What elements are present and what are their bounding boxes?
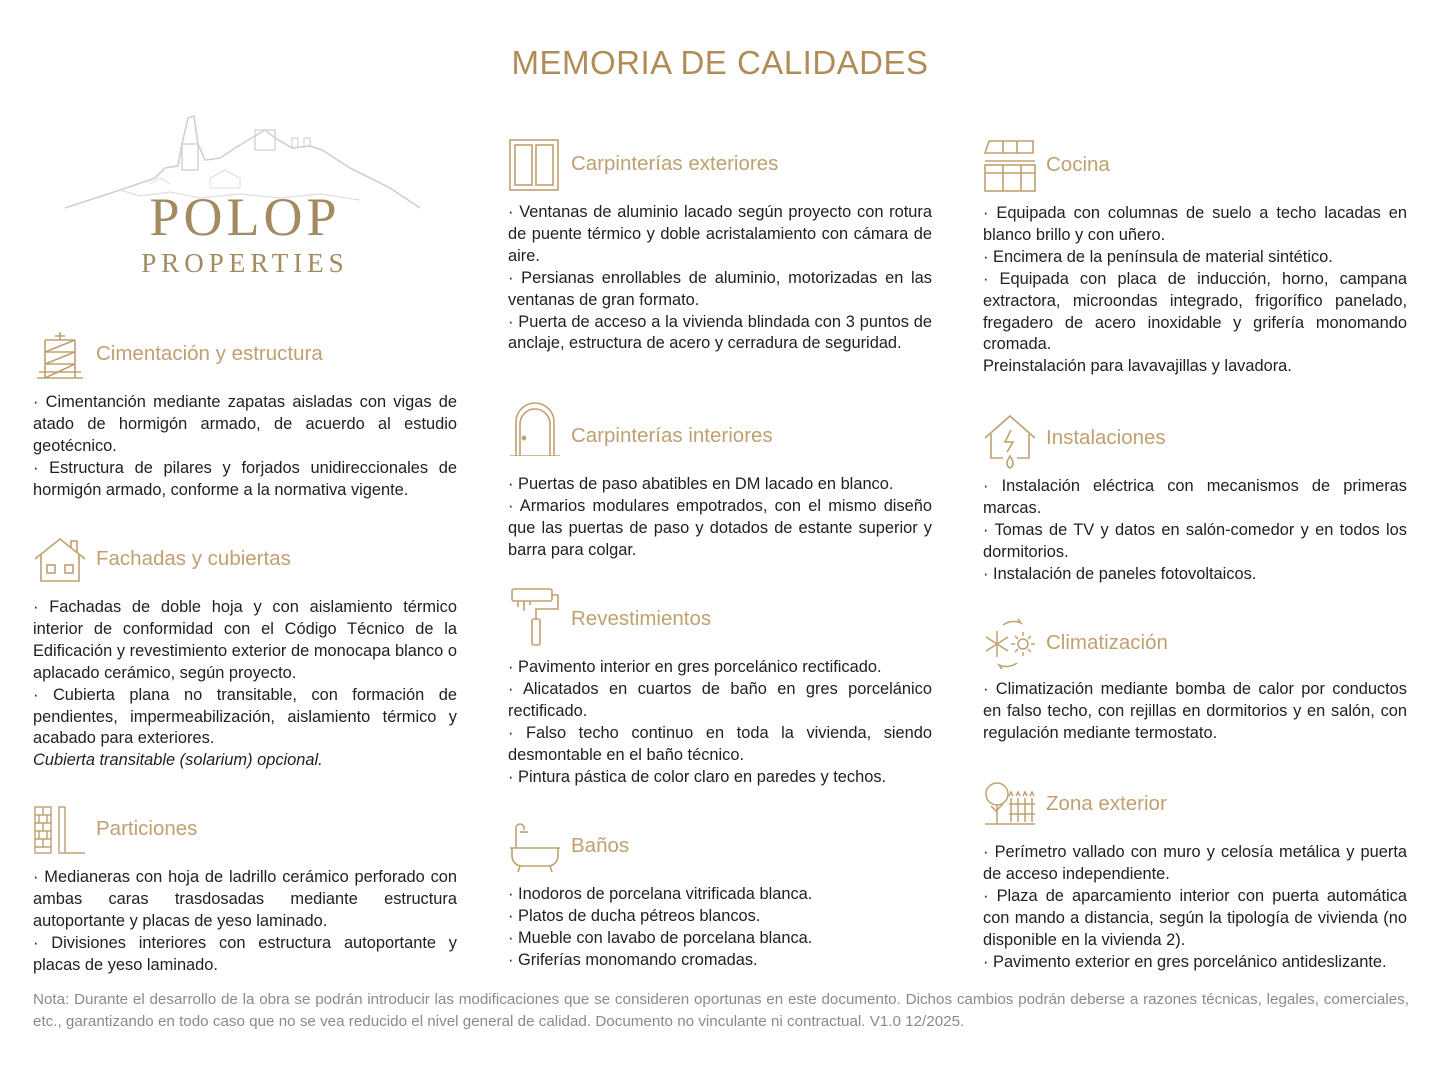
section-paragraph: · Pintura pástica de color claro en paredes y techos.: [508, 767, 887, 786]
section-paragraph: · Instalación eléctrica con mecanismos de primeras marcas.: [983, 477, 1407, 517]
window-icon: [508, 138, 562, 192]
section-title: Climatización: [1046, 631, 1168, 654]
section-instalaciones: [983, 412, 1407, 586]
logo: [60, 108, 440, 288]
section-banos: [508, 820, 932, 972]
section-climatizacion: [983, 617, 1407, 745]
section-paragraph: · Mueble con lavabo de porcelana blanca.: [508, 928, 813, 947]
door-icon: [508, 402, 562, 456]
kitchen-icon: [983, 139, 1037, 193]
section-title: Baños: [571, 834, 630, 857]
house-energy-icon: [983, 412, 1037, 466]
section-title: Cocina: [1046, 153, 1110, 176]
section-paragraph: · Tomas de TV y datos en salón-comedor y en todos los dormitorios.: [983, 520, 1407, 561]
section-paragraph: · Alicatados en cuartos de baño en gres porcelánico rectificado.: [508, 679, 932, 720]
section-paragraph: · Plaza de aparcamiento interior con puerta automática con mando a distancia, según la tipología de vivienda (no disponible en la vivienda 2).: [983, 886, 1407, 949]
section-title: Fachadas y cubiertas: [96, 547, 291, 570]
section-paragraph: · Armarios modulares empotrados, con el mismo diseño que las puertas de paso y dotados de estante superior y barra para colgar.: [508, 496, 932, 559]
section-title: Carpinterías interiores: [571, 424, 773, 447]
tree-fence-icon: [983, 778, 1037, 832]
section-title: Particiones: [96, 817, 198, 840]
section-paragraph: · Divisiones interiores con estructura autoportante y placas de yeso laminado.: [33, 933, 457, 974]
section-paragraph: · Ventanas de aluminio lacado según proyecto con rotura de puente térmico y doble acristalamiento con cámara de aire.: [508, 203, 932, 265]
house-icon: [33, 533, 87, 587]
section-paragraph: · Equipada con placa de inducción, horno, campana extractora, microondas integrado, frigorífico panelado, fregadero de acero inoxidable y grifería monomando cromada.: [983, 269, 1407, 354]
section-paragraph: · Cimentanción mediante zapatas aisladas con vigas de atado de hormigón armado, de acuerdo al estudio geotécnico.: [33, 393, 457, 455]
section-paragraph: · Climatización mediante bomba de calor por conductos en falso techo, con rejillas en dormitorios y en salón, con regulación mediante termostato.: [983, 680, 1407, 742]
section-carpinterias-interiores: [508, 402, 932, 562]
section-paragraph: · Medianeras con hoja de ladrillo cerámico perforado con ambas caras trasdosadas mediante estructura autoportante y placas de yeso laminado.: [33, 868, 457, 930]
section-title: Instalaciones: [1046, 426, 1166, 449]
section-paragraph: · Persianas enrollables de aluminio, motorizadas en las ventanas de gran formato.: [508, 268, 932, 309]
section-paragraph: · Equipada con columnas de suelo a techo lacadas en blanco brillo y con uñero.: [983, 204, 1407, 244]
bathtub-icon: [508, 820, 562, 874]
logo-subtitle: PROPERTIES: [141, 248, 349, 278]
section-fachadas: [33, 533, 457, 772]
section-paragraph: · Cubierta plana no transitable, con formación de pendientes, impermeabilización, aislamiento térmico y acabado para exteriores.: [33, 685, 457, 748]
section-cocina: [983, 139, 1407, 378]
section-title: Carpinterías exteriores: [571, 152, 779, 175]
logo-name: POLOP: [149, 187, 341, 247]
section-title: Zona exterior: [1046, 792, 1167, 815]
scaffold-icon: [33, 328, 87, 382]
section-cimentacion: [33, 328, 457, 502]
section-zona-exterior: [983, 778, 1407, 973]
section-paragraph: · Puerta de acceso a la vivienda blindada con 3 puntos de anclaje, estructura de acero y cerradura de seguridad.: [508, 312, 932, 353]
section-paragraph: · Fachadas de doble hoja y con aislamiento térmico interior de conformidad con el Código Técnico de la Edificación y revestimiento exterior de monocapa blanco o aplacado cerámico, según proyecto.: [33, 598, 457, 682]
section-paragraph: Preinstalación para lavavajillas y lavadora.: [983, 357, 1292, 376]
page-title: MEMORIA DE CALIDADES: [511, 44, 929, 81]
section-particiones: [33, 803, 457, 977]
section-paragraph: · Perímetro vallado con muro y celosía metálica y puerta de acceso independiente.: [983, 843, 1407, 883]
section-paragraph: · Pavimento interior en gres porcelánico rectificado.: [508, 658, 882, 676]
section-title: Revestimientos: [571, 607, 712, 630]
section-revestimientos: [508, 587, 932, 788]
section-note: Cubierta transitable (solarium) opcional.: [33, 751, 323, 770]
section-paragraph: · Griferías monomando cromadas.: [508, 950, 758, 969]
paint-roller-icon: [508, 587, 562, 641]
footer-note: Nota: Durante el desarrollo de la obra se podrán introducir las modificaciones que se consideren oportunas en este documento. Dichos cambios podrán deberse a razones técnicas, legales, comerciales, etc., garantizando en todo caso que no se vea reducido el nivel general de calidad. Documento no vinculante ni contractual. V1.0 12/2025.: [33, 991, 1409, 1030]
section-title: Cimentación y estructura: [96, 342, 323, 365]
section-paragraph: · Falso techo continuo en toda la vivienda, siendo desmontable en el baño técnico.: [508, 723, 932, 764]
section-paragraph: · Estructura de pilares y forjados unidireccionales de hormigón armado, conforme a la normativa vigente.: [33, 458, 457, 499]
section-paragraph: · Instalación de paneles fotovoltaicos.: [983, 564, 1257, 583]
section-paragraph: · Pavimento exterior en gres porcelánico antideslizante.: [983, 952, 1387, 971]
section-paragraph: · Puertas de paso abatibles en DM lacado en blanco.: [508, 475, 894, 493]
section-paragraph: · Platos de ducha pétreos blancos.: [508, 906, 761, 925]
section-paragraph: · Inodoros de porcelana vitrificada blanca.: [508, 885, 813, 903]
section-paragraph: · Encimera de la península de material sintético.: [983, 247, 1333, 266]
section-carpinterias-exteriores: [508, 138, 932, 355]
brick-wall-icon: [33, 803, 87, 857]
snow-sun-icon: [983, 617, 1037, 671]
